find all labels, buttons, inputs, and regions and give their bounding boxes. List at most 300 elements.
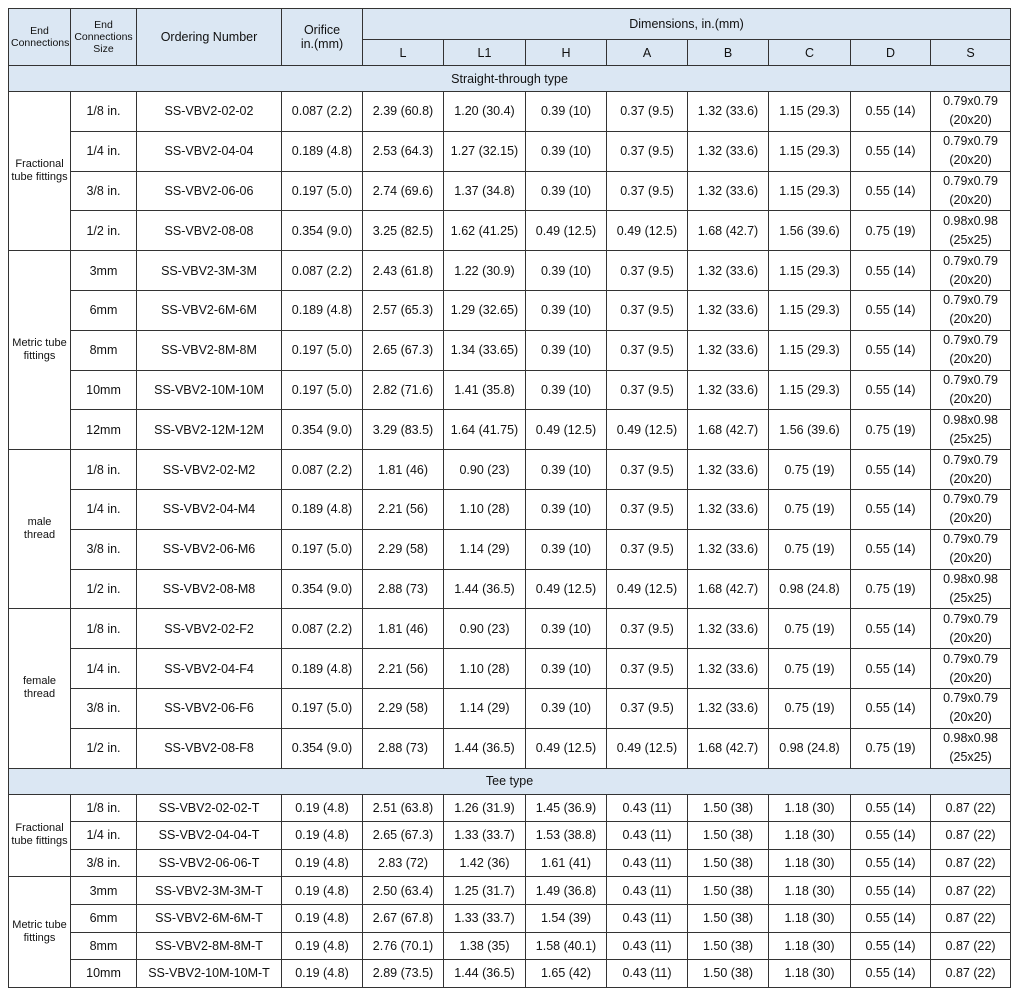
dim-l-cell: 2.57 (65.3)	[363, 290, 444, 330]
dim-a-cell: 0.49 (12.5)	[607, 569, 688, 609]
dim-b-cell: 1.50 (38)	[688, 932, 769, 960]
dim-s-cell: 0.87 (22)	[931, 960, 1011, 988]
dim-l1-cell: 0.90 (23)	[444, 609, 526, 649]
dim-h-cell: 1.61 (41)	[526, 849, 607, 877]
dim-d-cell: 0.55 (14)	[851, 131, 931, 171]
dim-s-cell	[931, 330, 1011, 370]
header-dim-h: H	[526, 40, 607, 66]
dim-a-cell: 0.37 (9.5)	[607, 330, 688, 370]
dim-l1-cell: 1.64 (41.75)	[444, 410, 526, 450]
size-cell: 1/2 in.	[71, 569, 137, 609]
dim-s-cell	[931, 649, 1011, 689]
size-cell: 1/8 in.	[71, 609, 137, 649]
size-cell: 10mm	[71, 370, 137, 410]
dim-l1-cell: 1.20 (30.4)	[444, 92, 526, 132]
orifice-cell: 0.087 (2.2)	[282, 92, 363, 132]
dim-h-cell: 1.49 (36.8)	[526, 877, 607, 905]
dim-s-cell: 0.87 (22)	[931, 932, 1011, 960]
dim-a-cell: 0.37 (9.5)	[607, 688, 688, 728]
header-dim-a: A	[607, 40, 688, 66]
ordering-number-cell: SS-VBV2-02-M2	[137, 450, 282, 490]
table-row	[9, 251, 1011, 291]
orifice-cell: 0.354 (9.0)	[282, 569, 363, 609]
section-title: Straight-through type	[9, 66, 1011, 92]
dim-l1-cell: 1.33 (33.7)	[444, 904, 526, 932]
dim-s-cell: 0.87 (22)	[931, 849, 1011, 877]
dim-a-cell: 0.37 (9.5)	[607, 489, 688, 529]
dim-h-cell: 0.49 (12.5)	[526, 728, 607, 768]
dim-c-cell: 1.15 (29.3)	[769, 131, 851, 171]
dim-b-cell: 1.32 (33.6)	[688, 649, 769, 689]
dim-c-cell: 0.98 (24.8)	[769, 728, 851, 768]
size-cell: 1/4 in.	[71, 649, 137, 689]
orifice-cell: 0.354 (9.0)	[282, 728, 363, 768]
dim-s-line1: 0.79x0.79	[943, 492, 999, 507]
orifice-cell: 0.189 (4.8)	[282, 649, 363, 689]
table-body	[9, 66, 1011, 988]
size-cell: 3/8 in.	[71, 688, 137, 728]
orifice-cell: 0.197 (5.0)	[282, 370, 363, 410]
dim-s-line2: (20x20)	[949, 511, 992, 526]
table-row	[9, 728, 1011, 768]
dim-d-cell: 0.55 (14)	[851, 370, 931, 410]
dim-l1-cell: 1.44 (36.5)	[444, 728, 526, 768]
dim-l1-cell: 1.14 (29)	[444, 688, 526, 728]
ordering-number-cell: SS-VBV2-8M-8M	[137, 330, 282, 370]
dim-h-cell: 1.53 (38.8)	[526, 822, 607, 850]
size-cell: 1/4 in.	[71, 131, 137, 171]
table-row	[9, 877, 1011, 905]
dim-d-cell: 0.75 (19)	[851, 211, 931, 251]
dim-h-cell: 1.54 (39)	[526, 904, 607, 932]
orifice-cell: 0.19 (4.8)	[282, 877, 363, 905]
dim-a-cell: 0.37 (9.5)	[607, 529, 688, 569]
table-row	[9, 92, 1011, 132]
dim-c-cell: 1.18 (30)	[769, 904, 851, 932]
dim-b-cell: 1.50 (38)	[688, 849, 769, 877]
dim-h-cell: 1.65 (42)	[526, 960, 607, 988]
group-label: Metric tube fittings	[9, 877, 71, 987]
table-row	[9, 822, 1011, 850]
dim-a-cell: 0.37 (9.5)	[607, 92, 688, 132]
dim-h-cell: 0.49 (12.5)	[526, 211, 607, 251]
table-row	[9, 450, 1011, 490]
group-label: Fractional tube fittings	[9, 794, 71, 877]
orifice-cell: 0.087 (2.2)	[282, 450, 363, 490]
dim-l-cell: 2.65 (67.3)	[363, 330, 444, 370]
dim-s-line1: 0.79x0.79	[943, 532, 999, 547]
orifice-cell: 0.189 (4.8)	[282, 131, 363, 171]
dim-h-cell: 0.39 (10)	[526, 290, 607, 330]
ordering-number-cell: SS-VBV2-08-M8	[137, 569, 282, 609]
section-title: Tee type	[9, 768, 1011, 794]
dim-s-cell: 0.87 (22)	[931, 904, 1011, 932]
dim-d-cell: 0.75 (19)	[851, 728, 931, 768]
dim-s-cell: 0.87 (22)	[931, 794, 1011, 822]
dim-d-cell: 0.55 (14)	[851, 92, 931, 132]
dim-h-cell: 0.39 (10)	[526, 330, 607, 370]
table-row	[9, 489, 1011, 529]
dim-l1-cell: 1.22 (30.9)	[444, 251, 526, 291]
dim-s-cell	[931, 251, 1011, 291]
size-cell: 1/4 in.	[71, 822, 137, 850]
orifice-cell: 0.354 (9.0)	[282, 410, 363, 450]
dim-c-cell: 0.75 (19)	[769, 489, 851, 529]
dim-c-cell: 1.15 (29.3)	[769, 290, 851, 330]
dim-d-cell: 0.55 (14)	[851, 529, 931, 569]
orifice-cell: 0.087 (2.2)	[282, 251, 363, 291]
dim-h-cell: 0.49 (12.5)	[526, 569, 607, 609]
dim-c-cell: 1.15 (29.3)	[769, 92, 851, 132]
dim-h-cell: 0.39 (10)	[526, 649, 607, 689]
dim-b-cell: 1.68 (42.7)	[688, 569, 769, 609]
orifice-cell: 0.197 (5.0)	[282, 688, 363, 728]
dim-b-cell: 1.32 (33.6)	[688, 489, 769, 529]
dim-s-cell	[931, 529, 1011, 569]
dim-h-cell: 0.49 (12.5)	[526, 410, 607, 450]
dim-d-cell: 0.55 (14)	[851, 251, 931, 291]
dim-s-line1: 0.79x0.79	[943, 611, 999, 626]
orifice-cell: 0.189 (4.8)	[282, 489, 363, 529]
header-dim-s: S	[931, 40, 1011, 66]
dim-l1-cell: 1.33 (33.7)	[444, 822, 526, 850]
dim-d-cell: 0.75 (19)	[851, 410, 931, 450]
dim-a-cell: 0.37 (9.5)	[607, 370, 688, 410]
size-cell: 1/4 in.	[71, 489, 137, 529]
dim-a-cell: 0.43 (11)	[607, 904, 688, 932]
dim-l1-cell: 1.34 (33.65)	[444, 330, 526, 370]
group-label: Fractional tube fittings	[9, 92, 71, 251]
dim-a-cell: 0.37 (9.5)	[607, 450, 688, 490]
dim-s-line1: 0.79x0.79	[943, 173, 999, 188]
dim-l-cell: 2.39 (60.8)	[363, 92, 444, 132]
size-cell: 1/2 in.	[71, 728, 137, 768]
ordering-number-cell: SS-VBV2-08-F8	[137, 728, 282, 768]
dim-d-cell: 0.55 (14)	[851, 609, 931, 649]
size-cell: 10mm	[71, 960, 137, 988]
dim-s-line1: 0.79x0.79	[943, 372, 999, 387]
orifice-cell: 0.19 (4.8)	[282, 960, 363, 988]
dim-s-line1: 0.98x0.98	[943, 412, 999, 427]
dim-s-cell	[931, 450, 1011, 490]
ordering-number-cell: SS-VBV2-08-08	[137, 211, 282, 251]
dim-s-cell	[931, 410, 1011, 450]
ordering-number-cell: SS-VBV2-6M-6M	[137, 290, 282, 330]
header-dimensions: Dimensions, in.(mm)	[363, 9, 1011, 40]
dim-a-cell: 0.37 (9.5)	[607, 649, 688, 689]
dim-l-cell: 3.25 (82.5)	[363, 211, 444, 251]
dim-h-cell: 0.39 (10)	[526, 529, 607, 569]
dim-s-cell	[931, 211, 1011, 251]
dim-b-cell: 1.32 (33.6)	[688, 330, 769, 370]
dim-a-cell: 0.37 (9.5)	[607, 609, 688, 649]
size-cell: 8mm	[71, 330, 137, 370]
dim-l-cell: 2.53 (64.3)	[363, 131, 444, 171]
dim-s-line1: 0.98x0.98	[943, 731, 999, 746]
dim-s-line2: (20x20)	[949, 710, 992, 725]
dim-l-cell: 2.29 (58)	[363, 688, 444, 728]
dim-s-line2: (20x20)	[949, 352, 992, 367]
dim-h-cell: 0.39 (10)	[526, 171, 607, 211]
dim-c-cell: 1.18 (30)	[769, 877, 851, 905]
dim-b-cell: 1.32 (33.6)	[688, 290, 769, 330]
table-row	[9, 569, 1011, 609]
dim-d-cell: 0.55 (14)	[851, 330, 931, 370]
dim-l-cell: 3.29 (83.5)	[363, 410, 444, 450]
orifice-cell: 0.189 (4.8)	[282, 290, 363, 330]
dim-c-cell: 0.75 (19)	[769, 688, 851, 728]
orifice-cell: 0.19 (4.8)	[282, 822, 363, 850]
dim-h-cell: 0.39 (10)	[526, 131, 607, 171]
dim-l-cell: 2.29 (58)	[363, 529, 444, 569]
table-row	[9, 529, 1011, 569]
dim-l-cell: 2.51 (63.8)	[363, 794, 444, 822]
orifice-cell: 0.197 (5.0)	[282, 330, 363, 370]
dim-d-cell: 0.75 (19)	[851, 569, 931, 609]
size-cell: 3mm	[71, 877, 137, 905]
dim-b-cell: 1.50 (38)	[688, 822, 769, 850]
dim-l-cell: 2.65 (67.3)	[363, 822, 444, 850]
size-cell: 1/2 in.	[71, 211, 137, 251]
dim-b-cell: 1.50 (38)	[688, 904, 769, 932]
table-row	[9, 211, 1011, 251]
header-ordering-number: Ordering Number	[137, 9, 282, 66]
dim-b-cell: 1.32 (33.6)	[688, 450, 769, 490]
dim-a-cell: 0.37 (9.5)	[607, 131, 688, 171]
dim-a-cell: 0.43 (11)	[607, 960, 688, 988]
orifice-cell: 0.087 (2.2)	[282, 609, 363, 649]
dim-d-cell: 0.55 (14)	[851, 290, 931, 330]
dim-s-cell: 0.87 (22)	[931, 877, 1011, 905]
dim-d-cell: 0.55 (14)	[851, 877, 931, 905]
dim-h-cell: 0.39 (10)	[526, 251, 607, 291]
dim-b-cell: 1.32 (33.6)	[688, 370, 769, 410]
dim-l1-cell: 0.90 (23)	[444, 450, 526, 490]
ordering-number-cell: SS-VBV2-04-F4	[137, 649, 282, 689]
dim-a-cell: 0.43 (11)	[607, 932, 688, 960]
dim-l-cell: 1.81 (46)	[363, 450, 444, 490]
header-dim-c: C	[769, 40, 851, 66]
dim-l1-cell: 1.44 (36.5)	[444, 960, 526, 988]
dim-c-cell: 1.15 (29.3)	[769, 171, 851, 211]
dim-b-cell: 1.32 (33.6)	[688, 609, 769, 649]
dim-s-cell	[931, 131, 1011, 171]
dim-b-cell: 1.32 (33.6)	[688, 171, 769, 211]
dim-c-cell: 1.15 (29.3)	[769, 330, 851, 370]
dim-s-line2: (20x20)	[949, 551, 992, 566]
dim-s-line1: 0.79x0.79	[943, 452, 999, 467]
dim-s-cell	[931, 92, 1011, 132]
dim-l-cell: 2.67 (67.8)	[363, 904, 444, 932]
dim-s-line2: (20x20)	[949, 471, 992, 486]
dim-d-cell: 0.55 (14)	[851, 688, 931, 728]
dim-c-cell: 0.75 (19)	[769, 609, 851, 649]
dim-l1-cell: 1.42 (36)	[444, 849, 526, 877]
dim-l1-cell: 1.25 (31.7)	[444, 877, 526, 905]
ordering-number-cell: SS-VBV2-02-02-T	[137, 794, 282, 822]
dim-s-cell	[931, 370, 1011, 410]
ordering-number-cell: SS-VBV2-04-M4	[137, 489, 282, 529]
dim-s-line2: (25x25)	[949, 232, 992, 247]
dim-a-cell: 0.43 (11)	[607, 849, 688, 877]
dim-s-line1: 0.79x0.79	[943, 293, 999, 308]
dim-c-cell: 1.18 (30)	[769, 794, 851, 822]
dim-l-cell: 2.88 (73)	[363, 569, 444, 609]
size-cell: 3/8 in.	[71, 849, 137, 877]
dim-l1-cell: 1.10 (28)	[444, 649, 526, 689]
table-row	[9, 609, 1011, 649]
header-orifice	[282, 9, 363, 66]
dim-l1-cell: 1.44 (36.5)	[444, 569, 526, 609]
table-row	[9, 904, 1011, 932]
dim-l1-cell: 1.10 (28)	[444, 489, 526, 529]
dim-a-cell: 0.49 (12.5)	[607, 410, 688, 450]
table-row	[9, 410, 1011, 450]
header-orifice-line2: in.(mm)	[300, 37, 344, 51]
dim-c-cell: 1.18 (30)	[769, 932, 851, 960]
ordering-number-cell: SS-VBV2-04-04-T	[137, 822, 282, 850]
dim-l1-cell: 1.37 (34.8)	[444, 171, 526, 211]
dim-d-cell: 0.55 (14)	[851, 450, 931, 490]
table-row	[9, 688, 1011, 728]
dim-d-cell: 0.55 (14)	[851, 649, 931, 689]
dim-s-line2: (20x20)	[949, 192, 992, 207]
dim-b-cell: 1.68 (42.7)	[688, 211, 769, 251]
size-cell: 3mm	[71, 251, 137, 291]
size-cell: 8mm	[71, 932, 137, 960]
orifice-cell: 0.19 (4.8)	[282, 849, 363, 877]
dim-c-cell: 0.75 (19)	[769, 649, 851, 689]
ordering-number-cell: SS-VBV2-3M-3M	[137, 251, 282, 291]
dim-b-cell: 1.32 (33.6)	[688, 251, 769, 291]
dim-c-cell: 1.15 (29.3)	[769, 370, 851, 410]
dimensions-table	[8, 8, 1011, 988]
dim-l-cell: 2.21 (56)	[363, 489, 444, 529]
orifice-cell: 0.197 (5.0)	[282, 529, 363, 569]
dim-l-cell: 2.21 (56)	[363, 649, 444, 689]
dim-c-cell: 1.15 (29.3)	[769, 251, 851, 291]
ordering-number-cell: SS-VBV2-04-04	[137, 131, 282, 171]
dim-c-cell: 0.98 (24.8)	[769, 569, 851, 609]
dim-l-cell: 2.82 (71.6)	[363, 370, 444, 410]
dim-s-cell	[931, 728, 1011, 768]
size-cell: 3/8 in.	[71, 529, 137, 569]
dim-b-cell: 1.50 (38)	[688, 877, 769, 905]
dim-s-line1: 0.79x0.79	[943, 253, 999, 268]
dim-s-line2: (20x20)	[949, 153, 992, 168]
dim-l-cell: 2.83 (72)	[363, 849, 444, 877]
dim-s-line1: 0.79x0.79	[943, 651, 999, 666]
dim-a-cell: 0.43 (11)	[607, 794, 688, 822]
dim-a-cell: 0.37 (9.5)	[607, 251, 688, 291]
dim-a-cell: 0.43 (11)	[607, 822, 688, 850]
dim-s-cell	[931, 609, 1011, 649]
ordering-number-cell: SS-VBV2-02-02	[137, 92, 282, 132]
dim-l1-cell: 1.62 (41.25)	[444, 211, 526, 251]
dim-s-line1: 0.98x0.98	[943, 571, 999, 586]
dim-a-cell: 0.37 (9.5)	[607, 171, 688, 211]
dim-h-cell: 1.45 (36.9)	[526, 794, 607, 822]
dim-l1-cell: 1.14 (29)	[444, 529, 526, 569]
dim-s-line2: (20x20)	[949, 312, 992, 327]
dim-d-cell: 0.55 (14)	[851, 171, 931, 211]
dim-h-cell: 0.39 (10)	[526, 688, 607, 728]
dim-b-cell: 1.50 (38)	[688, 794, 769, 822]
header-dim-d: D	[851, 40, 931, 66]
dim-d-cell: 0.55 (14)	[851, 904, 931, 932]
orifice-cell: 0.197 (5.0)	[282, 171, 363, 211]
dim-h-cell: 0.39 (10)	[526, 609, 607, 649]
header-dim-l1: L1	[444, 40, 526, 66]
header-end-connections-size: End Connections Size	[71, 9, 137, 66]
ordering-number-cell: SS-VBV2-06-06	[137, 171, 282, 211]
ordering-number-cell: SS-VBV2-3M-3M-T	[137, 877, 282, 905]
table-row	[9, 932, 1011, 960]
size-cell: 6mm	[71, 290, 137, 330]
group-label: Metric tube fittings	[9, 251, 71, 450]
dim-c-cell: 0.75 (19)	[769, 529, 851, 569]
dim-s-line1: 0.79x0.79	[943, 691, 999, 706]
dim-d-cell: 0.55 (14)	[851, 932, 931, 960]
dim-s-cell	[931, 489, 1011, 529]
dim-d-cell: 0.55 (14)	[851, 822, 931, 850]
ordering-number-cell: SS-VBV2-06-06-T	[137, 849, 282, 877]
dim-l-cell: 2.88 (73)	[363, 728, 444, 768]
table-row	[9, 290, 1011, 330]
dim-l1-cell: 1.29 (32.65)	[444, 290, 526, 330]
dim-b-cell: 1.32 (33.6)	[688, 688, 769, 728]
dim-s-line2: (25x25)	[949, 750, 992, 765]
table-row	[9, 330, 1011, 370]
dim-b-cell: 1.32 (33.6)	[688, 92, 769, 132]
dim-a-cell: 0.43 (11)	[607, 877, 688, 905]
size-cell: 3/8 in.	[71, 171, 137, 211]
dim-c-cell: 0.75 (19)	[769, 450, 851, 490]
dim-l1-cell: 1.27 (32.15)	[444, 131, 526, 171]
dim-d-cell: 0.55 (14)	[851, 849, 931, 877]
dim-d-cell: 0.55 (14)	[851, 960, 931, 988]
orifice-cell: 0.19 (4.8)	[282, 932, 363, 960]
orifice-cell: 0.354 (9.0)	[282, 211, 363, 251]
dim-l-cell: 2.74 (69.6)	[363, 171, 444, 211]
dim-h-cell: 0.39 (10)	[526, 370, 607, 410]
dim-l-cell: 2.50 (63.4)	[363, 877, 444, 905]
dim-b-cell: 1.68 (42.7)	[688, 410, 769, 450]
header-end-connections: End Connections	[9, 9, 71, 66]
header-dim-b: B	[688, 40, 769, 66]
ordering-number-cell: SS-VBV2-06-F6	[137, 688, 282, 728]
dim-c-cell: 1.18 (30)	[769, 822, 851, 850]
group-label: male thread	[9, 450, 71, 609]
table-row	[9, 960, 1011, 988]
dim-s-line2: (20x20)	[949, 391, 992, 406]
dim-s-line2: (20x20)	[949, 630, 992, 645]
group-label: female thread	[9, 609, 71, 768]
dim-l-cell: 2.43 (61.8)	[363, 251, 444, 291]
dim-l1-cell: 1.26 (31.9)	[444, 794, 526, 822]
table-row	[9, 370, 1011, 410]
dim-l-cell: 2.89 (73.5)	[363, 960, 444, 988]
size-cell: 1/8 in.	[71, 794, 137, 822]
size-cell: 1/8 in.	[71, 450, 137, 490]
table-row	[9, 171, 1011, 211]
dim-c-cell: 1.56 (39.6)	[769, 410, 851, 450]
dim-s-line1: 0.79x0.79	[943, 134, 999, 149]
dim-s-line1: 0.98x0.98	[943, 213, 999, 228]
dim-b-cell: 1.32 (33.6)	[688, 529, 769, 569]
dim-s-cell	[931, 569, 1011, 609]
dim-b-cell: 1.50 (38)	[688, 960, 769, 988]
